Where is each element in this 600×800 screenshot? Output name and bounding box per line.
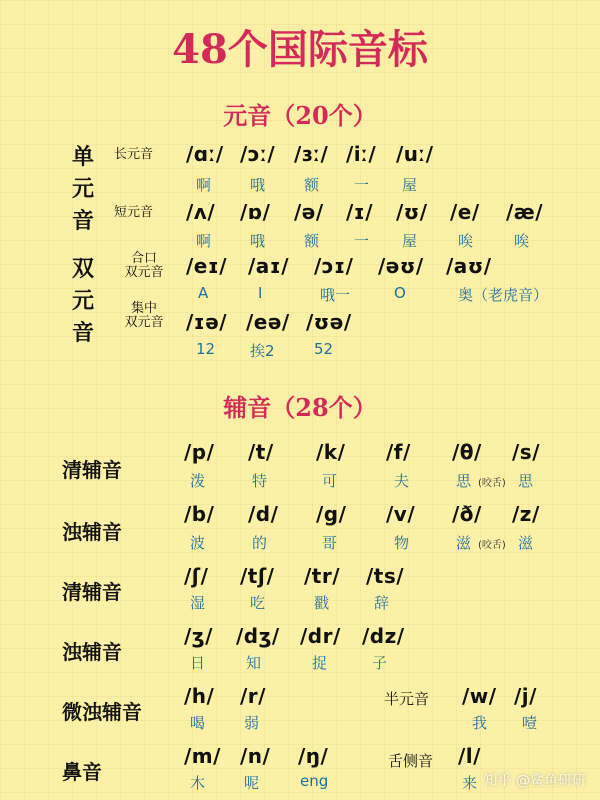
consonant-row-label: 鼻音 [62, 760, 102, 784]
long-vowel-symbol: /ɔː/ [240, 142, 276, 166]
consonant-symbol: /ð/ [452, 502, 482, 526]
lateral-example: 来 [462, 774, 478, 792]
lateral-symbol: /l/ [458, 744, 481, 768]
long-vowel-example: 一 [354, 176, 370, 194]
monophthong-char-1: 单 [72, 144, 95, 170]
semivowel-symbol: /w/ [462, 684, 497, 708]
short-vowel-symbol: /æ/ [506, 200, 544, 224]
long-vowel-label: 长元音 [114, 147, 154, 162]
consonant-symbol: /h/ [184, 684, 215, 708]
monophthong-char-2: 元 [72, 176, 95, 202]
consonant-symbol: /t/ [248, 440, 274, 464]
consonant-example: 戳 [314, 594, 330, 612]
closing-diphthong-example: I [258, 284, 263, 302]
long-vowel-example: 啊 [196, 176, 212, 194]
short-vowel-example: 唉 [514, 232, 530, 250]
consonant-symbol: /v/ [386, 502, 416, 526]
consonant-symbol: /r/ [240, 684, 266, 708]
consonant-example: 可 [322, 472, 338, 490]
short-vowel-example: 一 [354, 232, 370, 250]
centering-diphthong-symbol: /eə/ [246, 310, 290, 334]
consonant-example: 呢 [244, 774, 260, 792]
centering-diphthong-example: 挨2 [250, 342, 275, 360]
semivowel-symbol: /j/ [514, 684, 537, 708]
consonant-example: 哥 [322, 534, 338, 552]
consonant-example: 弱 [244, 714, 260, 732]
watermark: 知乎 @鲨鱼研研 [483, 773, 586, 789]
short-vowel-example: 啊 [196, 232, 212, 250]
closing-diphthong-label-line2: 双元音 [124, 265, 164, 280]
centering-diphthong-symbol: /ʊə/ [306, 310, 352, 334]
closing-diphthong-symbol: /aɪ/ [248, 254, 290, 278]
consonant-example: 吃 [250, 594, 266, 612]
consonants-heading: 辅音（28个） [223, 393, 377, 422]
semivowel-label: 半元音 [384, 690, 430, 708]
short-vowel-example: 屋 [402, 232, 418, 250]
consonant-example: 的 [252, 534, 268, 552]
closing-diphthong-symbol: /ɔɪ/ [314, 254, 354, 278]
closing-diphthong-symbol: /əʊ/ [378, 254, 424, 278]
consonant-example: 波 [190, 534, 206, 552]
consonant-symbol: /dz/ [362, 624, 405, 648]
long-vowel-symbol: /uː/ [396, 142, 434, 166]
consonant-example: eng [300, 772, 329, 790]
bite-tongue-note: (咬舌) [478, 540, 506, 551]
short-vowel-symbol: /ɪ/ [346, 200, 374, 224]
short-vowel-symbol: /ɒ/ [240, 200, 271, 224]
closing-diphthong-example: 奥（老虎音） [458, 286, 549, 304]
long-vowel-example: 额 [304, 176, 320, 194]
bite-tongue-note: (咬舌) [478, 478, 506, 489]
consonant-example: 思 [456, 472, 472, 490]
short-vowel-symbol: /ʊ/ [396, 200, 428, 224]
long-vowel-symbol: /ɜː/ [294, 142, 329, 166]
diphthong-char-1: 双 [72, 256, 95, 282]
consonant-symbol: /d/ [248, 502, 279, 526]
consonant-symbol: /θ/ [452, 440, 482, 464]
page-title: 48个国际音标 [172, 26, 428, 73]
consonant-symbol: /n/ [240, 744, 271, 768]
consonant-symbol: /z/ [512, 502, 540, 526]
short-vowel-symbol: /e/ [450, 200, 480, 224]
consonant-example: 辞 [374, 594, 390, 612]
consonant-example: 滋 [518, 534, 534, 552]
consonant-symbol: /tr/ [304, 564, 341, 588]
short-vowel-symbol: /ʌ/ [186, 200, 216, 224]
consonant-example: 喝 [190, 714, 206, 732]
consonant-example: 思 [518, 472, 534, 490]
consonant-example: 泼 [190, 472, 206, 490]
consonant-example: 子 [372, 654, 388, 672]
consonant-example: 知 [246, 654, 262, 672]
long-vowel-symbol: /ɑː/ [186, 142, 224, 166]
long-vowel-example: 屋 [402, 176, 418, 194]
consonant-symbol: /ts/ [366, 564, 405, 588]
closing-diphthong-symbol: /eɪ/ [186, 254, 228, 278]
semivowel-example: 我 [472, 714, 488, 732]
centering-diphthong-label [118, 302, 170, 330]
consonant-symbol: /ŋ/ [298, 744, 329, 768]
consonant-symbol: /dr/ [300, 624, 341, 648]
consonant-symbol: /b/ [184, 502, 215, 526]
consonant-symbol: /f/ [386, 440, 411, 464]
consonant-row-label: 微浊辅音 [62, 700, 142, 724]
monophthong-char-3: 音 [72, 208, 95, 234]
consonant-example: 特 [252, 472, 268, 490]
diphthong-char-2: 元 [72, 288, 95, 314]
consonant-example: 滋 [456, 534, 472, 552]
centering-diphthong-label-line2: 双元音 [124, 315, 164, 330]
centering-diphthong-example: 12 [196, 340, 216, 358]
consonant-symbol: /p/ [184, 440, 215, 464]
diphthong-char-3: 音 [72, 320, 95, 346]
consonant-row-label: 清辅音 [62, 580, 122, 604]
consonant-example: 木 [190, 774, 206, 792]
consonant-symbol: /s/ [512, 440, 541, 464]
vowels-heading: 元音（20个） [223, 101, 377, 130]
closing-diphthong-example: A [198, 284, 209, 302]
consonant-symbol: /m/ [184, 744, 221, 768]
centering-diphthong-label-line1: 集中 [130, 301, 157, 316]
consonant-example: 夫 [394, 472, 410, 490]
long-vowel-example: 哦 [250, 176, 266, 194]
closing-diphthong-example: O [394, 284, 406, 302]
consonant-symbol: /tʃ/ [240, 564, 275, 588]
short-vowel-label: 短元音 [114, 205, 154, 220]
long-vowel-symbol: /iː/ [346, 142, 377, 166]
short-vowel-example: 额 [304, 232, 320, 250]
closing-diphthong-example: 哦一 [320, 286, 351, 304]
semivowel-example: 噎 [522, 714, 538, 732]
consonant-symbol: /k/ [316, 440, 346, 464]
consonant-row-label: 浊辅音 [62, 640, 122, 664]
consonant-symbol: /dʒ/ [236, 624, 280, 648]
consonant-symbol: /ʒ/ [184, 624, 213, 648]
consonant-example: 湿 [190, 594, 206, 612]
centering-diphthong-symbol: /ɪə/ [186, 310, 228, 334]
closing-diphthong-label-line1: 合口 [130, 251, 157, 266]
short-vowel-example: 哦 [250, 232, 266, 250]
consonant-symbol: /g/ [316, 502, 347, 526]
consonant-row-label: 浊辅音 [62, 520, 122, 544]
closing-diphthong-symbol: /aʊ/ [446, 254, 492, 278]
consonant-example: 物 [394, 534, 410, 552]
consonant-row-label: 清辅音 [62, 458, 122, 482]
centering-diphthong-example: 52 [314, 340, 334, 358]
closing-diphthong-label [118, 252, 170, 280]
lateral-label: 舌侧音 [388, 752, 434, 770]
consonant-example: 日 [190, 654, 206, 672]
short-vowel-symbol: /ə/ [294, 200, 324, 224]
consonant-example: 捉 [312, 654, 328, 672]
short-vowel-example: 唉 [458, 232, 474, 250]
consonant-symbol: /ʃ/ [184, 564, 209, 588]
